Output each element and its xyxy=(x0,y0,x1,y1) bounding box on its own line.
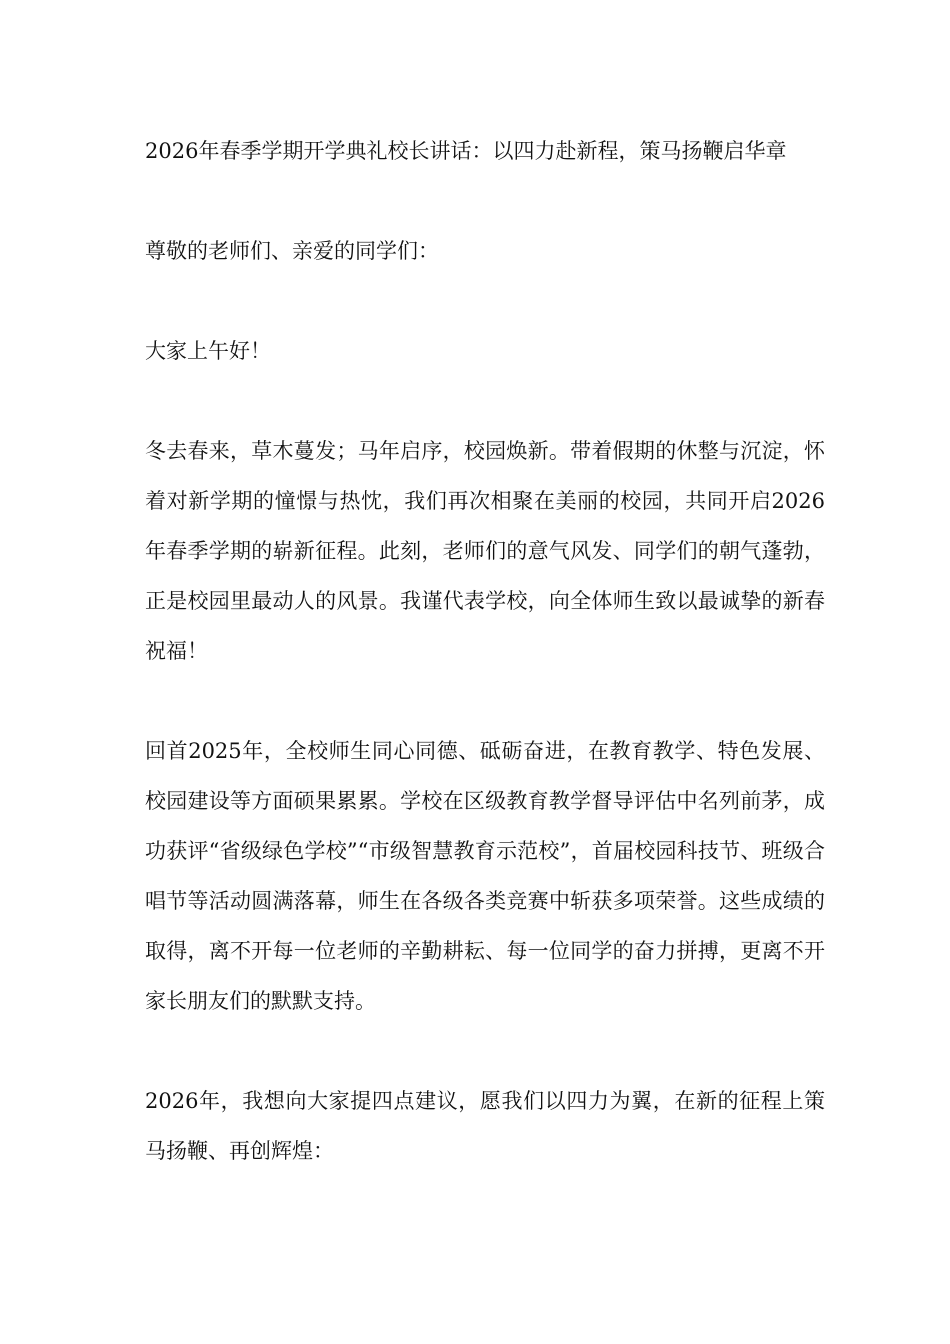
document-title: 2026年春季学期开学典礼校长讲话：以四力赴新程，策马扬鞭启华章 xyxy=(145,139,787,163)
paragraph-review: 回首2025年，全校师生同心同德、砥砺奋进，在教育教学、特色发展、校园建设等方面硕果累累。学校在区级教育教学督导评估中名列前茅，成功获评“省级绿色学校”“市级智慧教育示范校”，首届校园科技节、班级合唱节等活动圆满落幕，师生在各级各类竞赛中斩获多项荣誉。这些成绩的取得，离不开每一位老师的辛勤耕耘、每一位同学的奋力拼搏，更离不开家长朋友们的默默支持。 xyxy=(145,739,825,1013)
greeting: 大家上午好！ xyxy=(145,339,271,363)
document-body xyxy=(145,126,825,1176)
paragraph-opening: 冬去春来，草木蔓发；马年启序，校园焕新。带着假期的休整与沉淀，怀着对新学期的憧憬与热忱，我们再次相聚在美丽的校园，共同开启2026年春季学期的崭新征程。此刻，老师们的意气风发、同学们的朝气蓬勃，正是校园里最动人的风景。我谨代表学校，向全体师生致以最诚挚的新春祝福！ xyxy=(145,439,825,663)
paragraph-suggestions: 2026年，我想向大家提四点建议，愿我们以四力为翼，在新的征程上策马扬鞭、再创辉煌： xyxy=(145,1089,825,1163)
salutation: 尊敬的老师们、亲爱的同学们： xyxy=(145,239,439,263)
